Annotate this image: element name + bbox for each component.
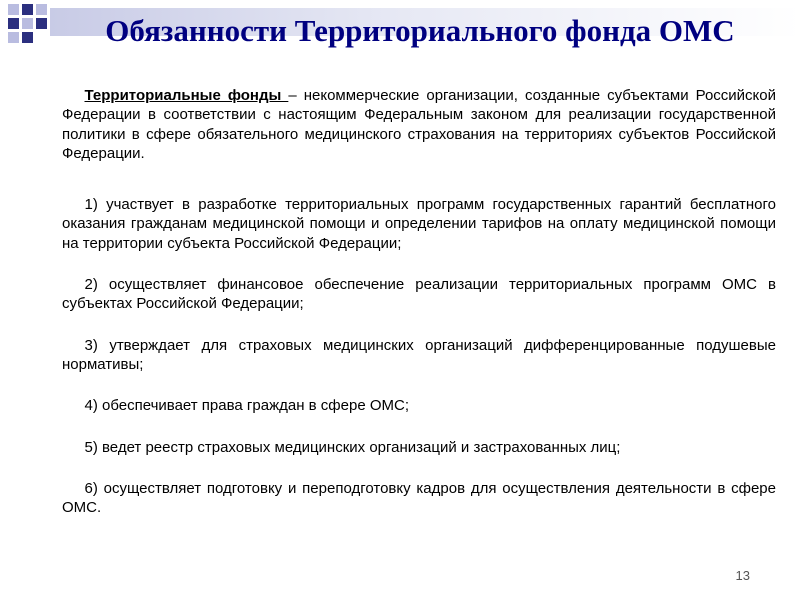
slide-body: [62, 86, 776, 539]
list-item-text: 4) обеспечивает права граждан в сфере ОМС;: [84, 397, 409, 415]
intro-term: Территориальные фонды: [84, 87, 289, 104]
list-item: [62, 195, 776, 253]
list-item-text: 6) осуществляет подготовку и переподготовку кадров для осуществления деятельности в сфере ОМС.: [62, 479, 776, 517]
list-item: [62, 396, 776, 415]
list-item-text: 1) участвует в разработке территориальных программ государственных гарантий бесплатного оказания гражданам медицинской помощи и определении тарифов на оплату медицинской помощи на территории субъекта Российской Федерации;: [62, 196, 776, 252]
decor-square: [8, 4, 19, 15]
intro-paragraph: [62, 86, 776, 163]
decor-square: [22, 18, 33, 29]
decor-square: [8, 18, 19, 29]
page-number: 13: [735, 568, 750, 583]
slide-title: Обязанности Территориального фонда ОМС: [105, 13, 735, 48]
decor-square: [8, 32, 19, 43]
decor-square: [22, 4, 33, 15]
list-item-text: 5) ведет реестр страховых медицинских организаций и застрахованных лиц;: [84, 438, 621, 456]
intro-text: – некоммерческие организации, созданные субъектами Российской Федерации в соответствии с настоящим Федеральным законом для реализации государственной политики в сфере обязательного медицинского страхования на территориях субъектов Российской Федерации.: [62, 87, 777, 162]
decor-square: [22, 32, 33, 43]
list-item-text: 2) осуществляет финансовое обеспечение реализации территориальных программ ОМС в субъектах Российской Федерации;: [62, 276, 776, 313]
list-item: [62, 275, 776, 314]
list-item-text: 3) утверждает для страховых медицинских организаций дифференцированные подушевые нормативы;: [62, 336, 776, 373]
list-item: [62, 479, 776, 518]
list-item: [62, 438, 776, 457]
list-item: [62, 336, 776, 375]
